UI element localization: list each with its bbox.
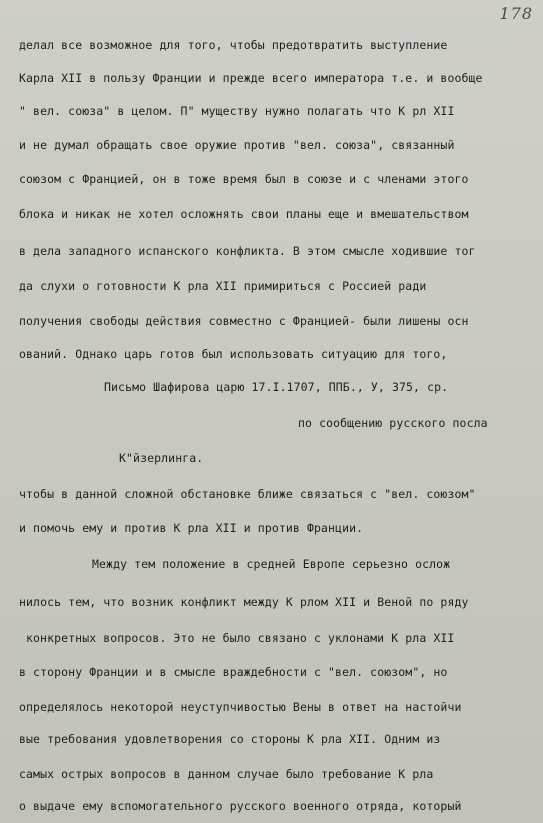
text-line: Между тем положение в средней Европе серьезно ослож <box>92 557 451 571</box>
text-line: делал все возможное для того, чтобы предотвратить выступление <box>19 38 448 52</box>
text-line: и не думал обращать свое оружие против "вел. союза", связанный <box>19 138 455 152</box>
text-line: определялось некоторой неуступчивостью Вены в ответ на настойчи <box>19 700 462 714</box>
text-line: получения свободы действия совместно с Францией- были лишены осн <box>19 314 469 328</box>
text-line: союзом с Францией, он в тоже время был в союзе и с членами этого <box>19 172 469 186</box>
text-line: о выдаче ему вспомогательного русского военного отряда, который <box>19 799 462 813</box>
text-line: блока и никак не хотел осложнять свои планы еще и вмешательством <box>19 207 469 221</box>
footnote-line: по сообщению русского посла <box>298 416 488 430</box>
text-line: и помочь ему и против К рла XII и против Франции. <box>19 521 364 535</box>
footnote-line: К"йзерлинга. <box>119 451 204 465</box>
text-line: чтобы в данной сложной обстановке ближе связаться с "вел. союзом" <box>19 487 476 501</box>
text-line: конкретных вопросов. Это не было связано с уклонами К рла XII <box>26 631 455 645</box>
text-line: ований. Однако царь готов был использовать ситуацию для того, <box>19 347 448 361</box>
text-line: в дела западного испанского конфликта. В этом смысле ходившие тог <box>19 244 476 258</box>
footnote-line: Письмо Шафирова царю 17.I.1707, ППБ., У, 375, ср. <box>104 380 449 394</box>
text-line: в сторону Франции и в смысле враждебности с "вел. союзом", но <box>19 665 448 679</box>
text-line: вые требования удовлетворения со стороны К рла XII. Одним из <box>19 732 441 746</box>
page-number: 178 <box>499 4 533 23</box>
text-line: самых острых вопросов в данном случае было требование К рла <box>19 767 434 781</box>
text-line: " вел. союза" в целом. П" муществу нужно полагать что К рл XII <box>19 104 455 118</box>
text-line: да слухи о готовности К рла XII примириться с Россией ради <box>19 279 427 293</box>
text-line: Карла XII в пользу Франции и прежде всего императора т.е. и вообще <box>19 71 483 85</box>
text-line: нилось тем, что возник конфликт между К рлом XII и Веной по ряду <box>19 595 469 609</box>
